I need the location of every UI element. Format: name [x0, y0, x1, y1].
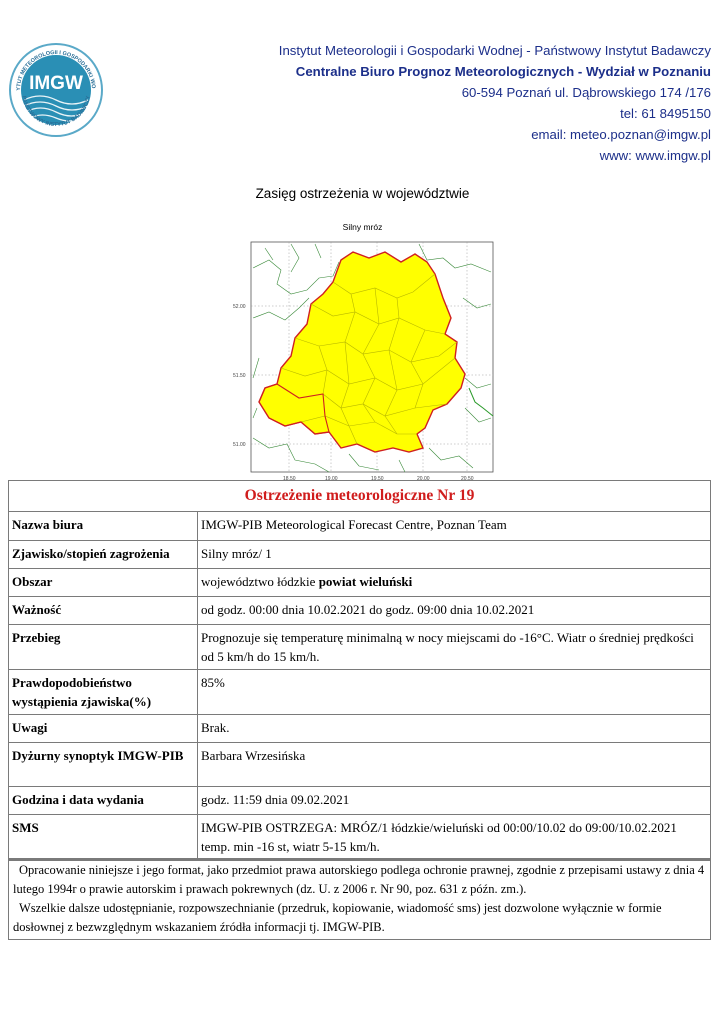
address: 60-594 Poznań ul. Dąbrowskiego 174 /176: [461, 85, 711, 100]
table-row: [9, 669, 710, 714]
row-value: IMGW-PIB Meteorological Forecast Centre, Poznan Team: [198, 512, 711, 540]
institute-name: Instytut Meteorologii i Gospodarki Wodnej - Państwowy Instytut Badawczy: [278, 43, 711, 58]
table-row: [9, 742, 710, 786]
map-subtitle: Silny mróz: [342, 222, 383, 232]
map-title: Zasięg ostrzeżenia w województwie: [255, 186, 470, 201]
lat-label-52: 52.00: [233, 304, 246, 310]
row-label: Zjawisko/stopień zagrożenia: [9, 540, 198, 568]
imgw-logo: [8, 42, 104, 138]
table-row: [9, 714, 710, 742]
warning-table: [9, 512, 710, 860]
table-row: [9, 540, 710, 568]
row-label: Uwagi: [9, 714, 198, 742]
lon-label-1950: 19.50: [371, 476, 384, 482]
lon-label-19: 19.00: [325, 476, 338, 482]
lat-label-51: 51.00: [233, 442, 246, 448]
lon-label-1850: 18.50: [283, 476, 296, 482]
table-row: [9, 624, 710, 669]
table-row: [9, 596, 710, 624]
warning-title: Ostrzeżenie meteorologiczne Nr 19: [9, 481, 710, 512]
area-county: powiat wieluński: [318, 573, 413, 589]
table-row: [9, 786, 710, 814]
row-label: Przebieg: [9, 624, 198, 669]
office-name: Centralne Biuro Prognoz Meteorologicznych - Wydział w Poznaniu: [295, 64, 711, 79]
row-label: SMS: [9, 814, 198, 859]
lat-label-5150: 51.50: [233, 373, 246, 379]
row-value: 85%: [198, 669, 711, 714]
warning-box: [8, 480, 711, 861]
row-value: Brak.: [198, 714, 711, 742]
email[interactable]: email: meteo.poznan@imgw.pl: [531, 127, 711, 142]
row-label: Ważność: [9, 596, 198, 624]
phone: tel: 61 8495150: [620, 106, 711, 121]
row-label: Prawdopodobieństwo wystąpienia zjawiska(%): [9, 669, 198, 714]
table-row: [9, 814, 710, 859]
copyright-paragraph: Opracowanie niniejsze i jego format, jako przedmiot prawa autorskiego podlega ochronie prawnej, zgodnie z przepisami ustawy z dnia 4 lutego 1994r o prawie autorskim i prawach pokrewnych (dz. U. z 2006 r. Nr 90, poz. 631 z późn. zm.).: [13, 863, 705, 896]
lon-label-2050: 20.50: [461, 476, 474, 482]
table-row: [9, 512, 710, 540]
row-value: godz. 11:59 dnia 09.02.2021: [198, 786, 711, 814]
lon-label-20: 20.00: [417, 476, 430, 482]
website[interactable]: www: www.imgw.pl: [599, 148, 711, 163]
row-label: Obszar: [9, 568, 198, 596]
table-row: [9, 568, 710, 596]
svg-text:INSTYTUT METEOROLOGII I GOSPOD: YTUT METEOROLOGII I GOSPODARKI WO: [15, 49, 97, 91]
row-label: Godzina i data wydania: [9, 786, 198, 814]
row-value: Silny mróz/ 1: [198, 540, 711, 568]
svg-text:PAŃSTWOWY INSTYTUT BADAWCZY: PAŃSTWOWY INSTYTUT BADAWCZY: [20, 95, 92, 129]
row-value: Barbara Wrzesińska: [198, 742, 711, 786]
logo-text: IMGW: [29, 73, 83, 94]
row-label: Dyżurny synoptyk IMGW-PIB: [9, 742, 198, 786]
row-value: [198, 568, 711, 596]
row-value: Prognozuje się temperaturę minimalną w nocy miejscami do -16°C. Wiatr o średniej prędkości od 5 km/h do 15 km/h.: [198, 624, 711, 669]
warning-area-map: [229, 238, 497, 484]
copyright-notice: [8, 858, 711, 940]
row-value: IMGW-PIB OSTRZEGA: MRÓZ/1 łódzkie/wieluński od 00:00/10.02 do 09:00/10.02.2021 temp. min -16 st, wiatr 5-15 km/h.: [198, 814, 711, 859]
row-label: Nazwa biura: [9, 512, 198, 540]
row-value: od godz. 00:00 dnia 10.02.2021 do godz. 09:00 dnia 10.02.2021: [198, 596, 711, 624]
area-region: województwo łódzkie: [201, 573, 316, 589]
institute-header: [151, 40, 711, 166]
distribution-paragraph: Wszelkie dalsze udostępnianie, rozpowszechnianie (przedruk, kopiowanie, wiadomość sms) jest dozwolone wyłącznie w formie dosłownej z bezwzględnym wskazaniem źródła informacji tj. IMGW-PIB.: [13, 901, 662, 934]
